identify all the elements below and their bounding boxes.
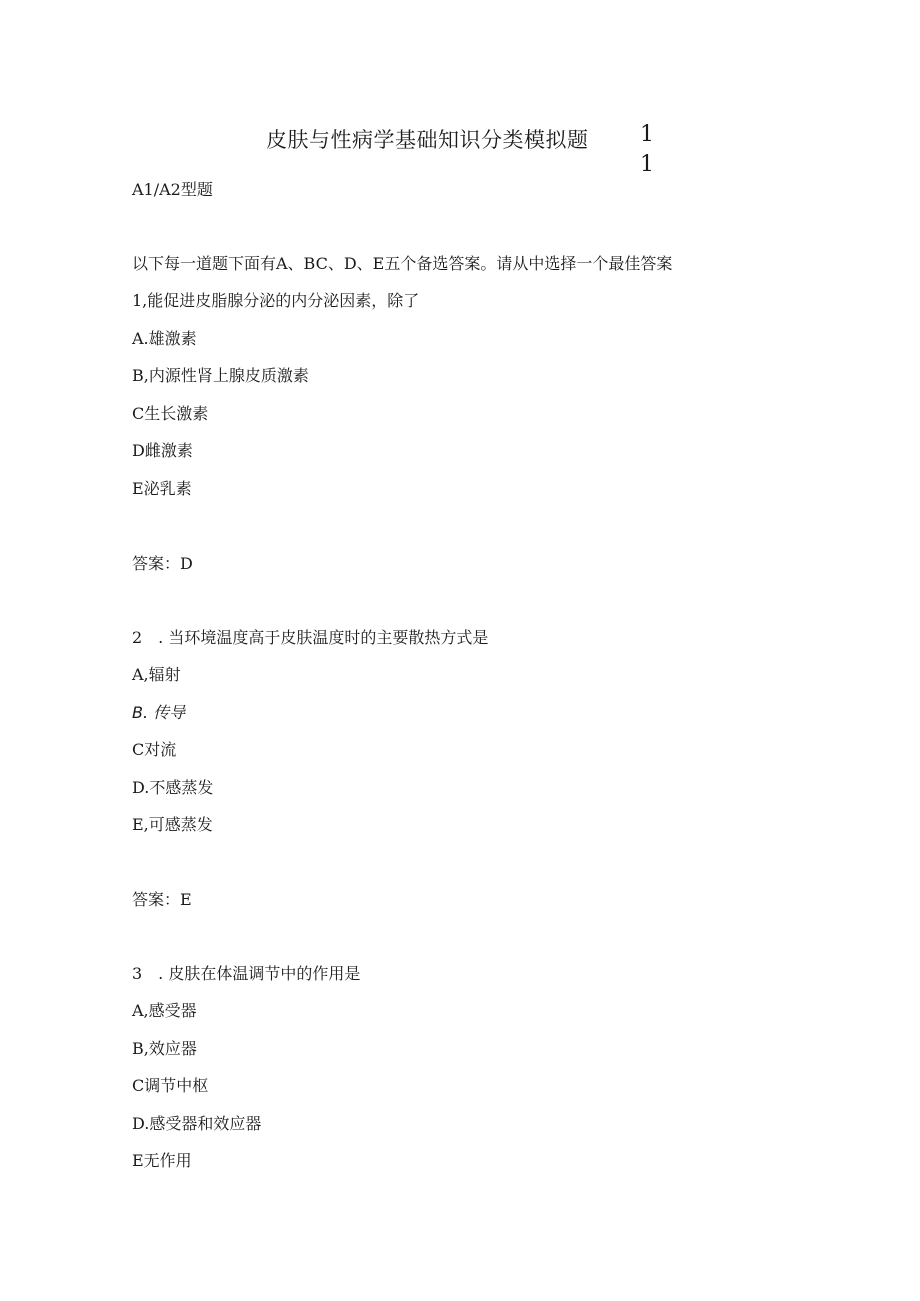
question-1-answer: 答案：D (132, 554, 193, 573)
question-2-answer: 答案：E (132, 890, 192, 909)
question-3-option-e: E无作用 (132, 1151, 192, 1170)
document-title: 皮肤与性病学基础知识分类模拟题 (266, 128, 589, 152)
title-number-1: 1 (640, 122, 654, 147)
question-1-option-a: A.雄激素 (132, 329, 197, 348)
question-3-stem: 3 . 皮肤在体温调节中的作用是 (132, 964, 361, 983)
question-1-option-e: E泌乳素 (132, 479, 192, 498)
question-3-option-a: A,感受器 (132, 1001, 197, 1020)
question-1-option-c: C生长激素 (132, 404, 209, 423)
question-1-option-b: B,内源性肾上腺皮质激素 (132, 366, 309, 385)
question-2-option-d: D.不感蒸发 (132, 778, 214, 797)
question-2-option-a: A,辐射 (132, 665, 181, 684)
title-number-2: 1 (640, 152, 654, 177)
section-heading: A1/A2型题 (132, 180, 213, 199)
question-2-option-c: C对流 (132, 740, 177, 759)
question-1-stem: 1,能促进皮脂腺分泌的内分泌因素，除了 (132, 291, 420, 310)
question-2-option-e: E,可感蒸发 (132, 815, 213, 834)
question-2-stem: 2 . 当环境温度高于皮肤温度时的主要散热方式是 (132, 628, 489, 647)
question-2-option-b: B. 传导 (132, 703, 186, 722)
question-3-option-b: B,效应器 (132, 1039, 197, 1058)
instruction-text: 以下每一道题下面有A、BC、D、E五个备选答案。请从中选择一个最佳答案 (132, 254, 673, 273)
question-1-option-d: D雌激素 (132, 441, 193, 460)
question-3-option-c: C调节中枢 (132, 1076, 209, 1095)
question-3-option-d: D.感受器和效应器 (132, 1114, 262, 1133)
